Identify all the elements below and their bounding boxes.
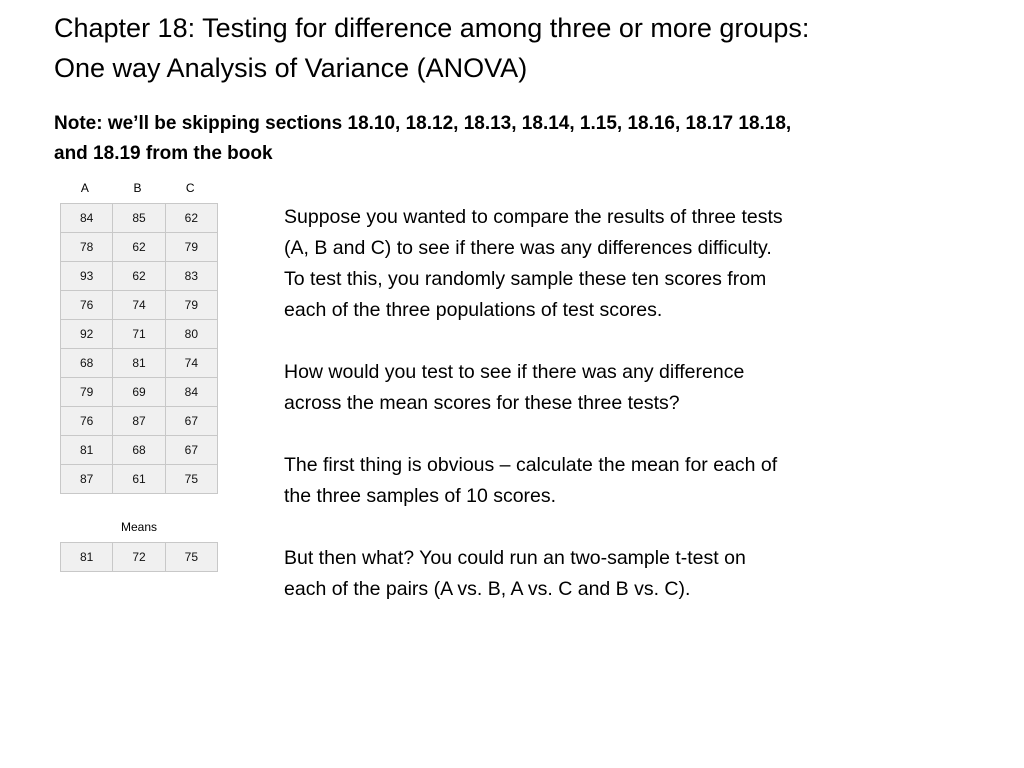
- score-cell: 68: [113, 436, 165, 465]
- note-line-2: and 18.19 from the book: [54, 143, 273, 164]
- table-row: [61, 349, 218, 378]
- column-header-b: B: [133, 181, 142, 195]
- text-line: But then what? You could run an two-sample t-test on: [284, 547, 746, 569]
- score-cell: 79: [165, 291, 217, 320]
- text-line: The first thing is obvious – calculate the mean for each of: [284, 454, 778, 476]
- score-cell: 80: [165, 320, 217, 349]
- column-header-a: A: [80, 181, 89, 195]
- slide-title-line-1: Chapter 18: Testing for difference among three or more groups:: [54, 13, 810, 43]
- table-row: [61, 407, 218, 436]
- score-cell: 76: [61, 291, 113, 320]
- score-cell: 74: [113, 291, 165, 320]
- score-cell: 62: [113, 262, 165, 291]
- table-row: [61, 204, 218, 233]
- paragraph-t-test: [284, 543, 1004, 605]
- text-line: across the mean scores for these three tests?: [284, 392, 680, 414]
- score-cell: 81: [113, 349, 165, 378]
- score-cell: 76: [61, 407, 113, 436]
- column-header-c: C: [185, 181, 195, 195]
- table-row: [61, 465, 218, 494]
- text-line: How would you test to see if there was any difference: [284, 361, 745, 383]
- score-cell: 81: [61, 436, 113, 465]
- table-row: [61, 233, 218, 262]
- score-cell: 75: [165, 465, 217, 494]
- score-cell: 61: [113, 465, 165, 494]
- text-line: the three samples of 10 scores.: [284, 485, 557, 507]
- score-cell: 68: [61, 349, 113, 378]
- table-row: [61, 378, 218, 407]
- mean-cell-a: 81: [61, 543, 113, 572]
- score-cell: 74: [165, 349, 217, 378]
- column-headers: [60, 180, 218, 198]
- score-cell: 93: [61, 262, 113, 291]
- score-cell: 83: [165, 262, 217, 291]
- mean-cell-c: 75: [165, 543, 217, 572]
- score-cell: 78: [61, 233, 113, 262]
- text-line: each of the pairs (A vs. B, A vs. C and B vs. C).: [284, 578, 691, 600]
- score-cell: 79: [165, 233, 217, 262]
- score-cell: 62: [165, 204, 217, 233]
- paragraph-question: [284, 357, 1004, 419]
- score-cell: 85: [113, 204, 165, 233]
- table-row: [61, 262, 218, 291]
- score-cell: 87: [113, 407, 165, 436]
- score-cell: 62: [113, 233, 165, 262]
- text-line: (A, B and C) to see if there was any differences difficulty.: [284, 237, 772, 259]
- means-label: Means: [120, 520, 158, 534]
- score-cell: 84: [61, 204, 113, 233]
- means-table: [60, 542, 218, 572]
- table-row: [61, 291, 218, 320]
- text-line: each of the three populations of test scores.: [284, 299, 663, 321]
- explanation-text: [284, 202, 1004, 636]
- scores-table: [60, 203, 218, 494]
- table-row: [61, 436, 218, 465]
- score-cell: 67: [165, 436, 217, 465]
- text-line: To test this, you randomly sample these ten scores from: [284, 268, 767, 290]
- score-cell: 87: [61, 465, 113, 494]
- score-cell: 79: [61, 378, 113, 407]
- paragraph-setup: [284, 202, 1004, 326]
- score-cell: 92: [61, 320, 113, 349]
- paragraph-means: [284, 450, 1004, 512]
- note-line-1: Note: we’ll be skipping sections 18.10, 18.12, 18.13, 18.14, 1.15, 18.16, 18.17 18.18,: [54, 113, 792, 134]
- score-cell: 67: [165, 407, 217, 436]
- slide-title: [54, 8, 994, 88]
- table-row: [61, 543, 218, 572]
- slide-title-line-2: One way Analysis of Variance (ANOVA): [54, 53, 528, 83]
- mean-cell-b: 72: [113, 543, 165, 572]
- skip-sections-note: [54, 109, 984, 169]
- score-cell: 71: [113, 320, 165, 349]
- score-cell: 84: [165, 378, 217, 407]
- score-cell: 69: [113, 378, 165, 407]
- table-row: [61, 320, 218, 349]
- text-line: Suppose you wanted to compare the results of three tests: [284, 206, 783, 228]
